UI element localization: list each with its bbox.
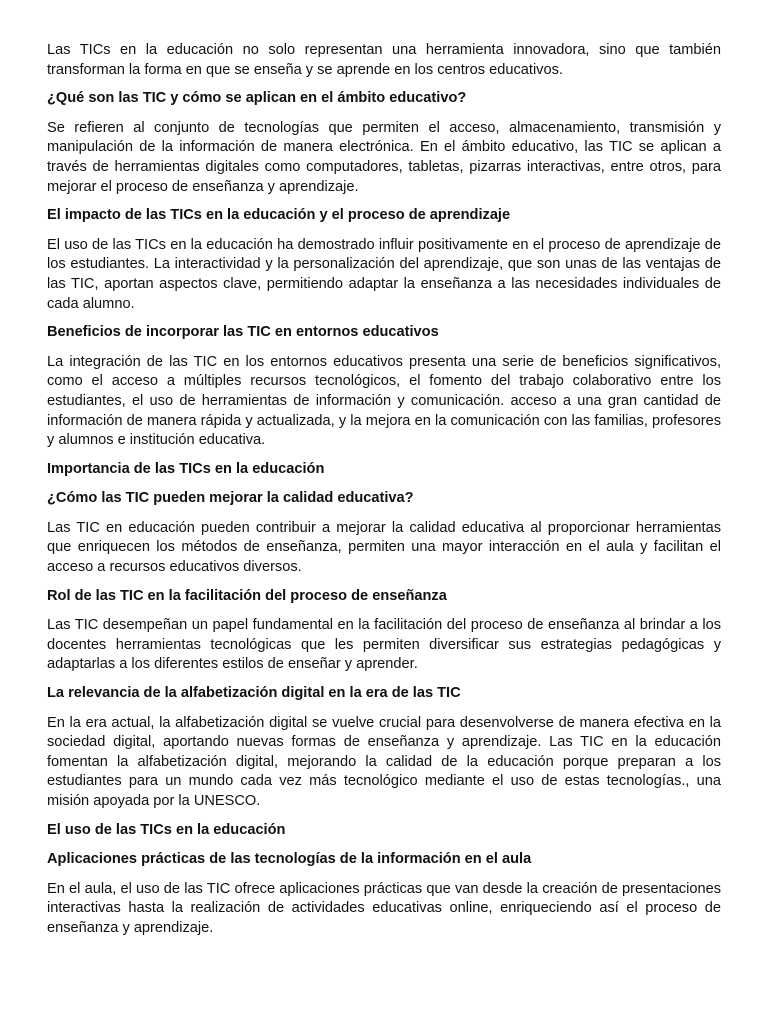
- section-paragraph: Las TIC desempeñan un papel fundamental en la facilitación del proceso de enseñanza al brindar a los docentes herramientas tecnológicas que les permiten diversificar sus estrategias pedagógicas y adaptarlas a los diferentes estilos de enseñar y aprender.: [47, 617, 721, 673]
- section-heading: Aplicaciones prácticas de las tecnologías de la información en el aula: [47, 851, 532, 868]
- section-heading: ¿Qué son las TIC y cómo se aplican en el ámbito educativo?: [47, 90, 467, 107]
- section-paragraph: Las TIC en educación pueden contribuir a mejorar la calidad educativa al proporcionar herramientas que enriquecen los métodos de enseñanza, permiten una mayor interacción en el aula y facilitan el acceso a recursos educativos diversos.: [47, 519, 721, 576]
- section-heading: Importancia de las TICs en la educación: [47, 460, 325, 477]
- section-paragraph: La integración de las TIC en los entornos educativos presenta una serie de beneficios significativos, como el acceso a múltiples recursos tecnológicos, el fomento del trabajo colaborativo entre los estudiantes, el uso de herramientas de información y comunicación. acceso a una gran cantidad de información de manera rápida y actualizada, y la mejora en la comunicación con las familias, profesores y alumnos e institución educativa.: [47, 353, 721, 449]
- section-paragraph: En el aula, el uso de las TIC ofrece aplicaciones prácticas que van desde la creación de presentaciones interactivas hasta la realización de actividades educativas online, enriqueciendo así el proceso de enseñanza y aprendizaje.: [47, 880, 721, 936]
- section-paragraph: En la era actual, la alfabetización digital se vuelve crucial para desenvolverse de manera efectiva en la sociedad digital, aportando nuevas formas de enseñanza y aprendizaje. Las TIC en la educación fomentan la alfabetización digital, mejorando la calidad de la educación porque preparan a los estudiantes para un mundo cada vez más tecnológico mediante el uso de estas tecnologías., una misión apoyada por la UNESCO.: [47, 714, 721, 809]
- intro-paragraph: Las TICs en la educación no solo representan una herramienta innovadora, sino que también transforman la forma en que se enseña y se aprende en los centros educativos.: [47, 42, 721, 78]
- section-heading: Beneficios de incorporar las TIC en entornos educativos: [47, 324, 439, 341]
- section-paragraph: Se refieren al conjunto de tecnologías que permiten el acceso, almacenamiento, transmisión y manipulación de la información de manera electrónica. En el ámbito educativo, las TIC se aplican a través de herramientas digitales como computadores, tabletas, pizarras interactivas, entre otros, para mejorar el proceso de enseñanza y aprendizaje.: [47, 119, 721, 195]
- section-heading: La relevancia de la alfabetización digital en la era de las TIC: [47, 685, 461, 702]
- section-heading: Rol de las TIC en la facilitación del proceso de enseñanza: [47, 587, 447, 604]
- section-heading: El impacto de las TICs en la educación y el proceso de aprendizaje: [47, 207, 511, 224]
- section-heading: ¿Cómo las TIC pueden mejorar la calidad educativa?: [47, 490, 414, 507]
- section-heading: El uso de las TICs en la educación: [47, 821, 286, 838]
- section-paragraph: El uso de las TICs en la educación ha demostrado influir positivamente en el proceso de aprendizaje de los estudiantes. La interactividad y la personalización del aprendizaje, que son unas de las ventajas de las TIC, aportan aspectos clave, permitiendo adaptar la enseñanza a las necesidades individuales de cada alumno.: [47, 236, 721, 312]
